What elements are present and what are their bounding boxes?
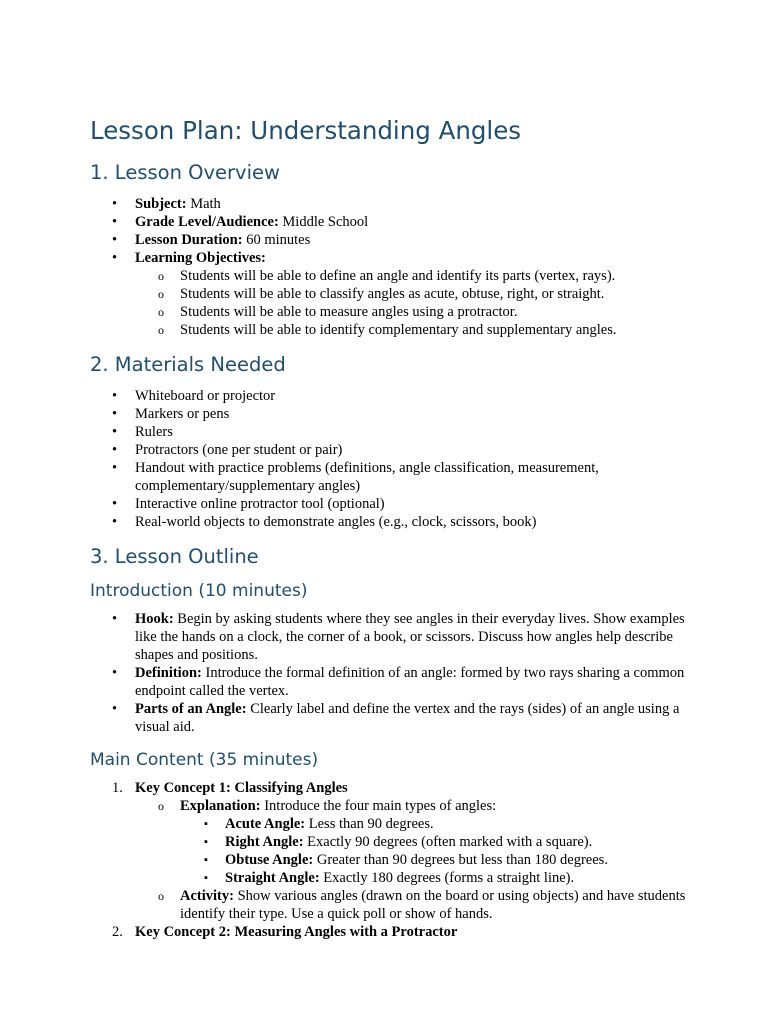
item-text: Begin by asking students where they see angles in their everyday lives. Show examples like the hands on a clock, the corner of a book, or scissors. Discuss how angles help describe shapes and positions. (135, 611, 685, 663)
list-item (90, 923, 690, 941)
list-item (180, 815, 690, 833)
main-content-list (90, 779, 690, 941)
list-item: • Protractors (one per student or pair) (90, 441, 690, 459)
list-item: o Students will be able to classify angles as acute, obtuse, right, or straight. (135, 285, 690, 303)
item-label: Key Concept 1: Classifying Angles (135, 780, 348, 796)
list-item (135, 887, 690, 923)
item-text: Greater than 90 degrees but less than 180 degrees. (313, 852, 608, 868)
item-label: Acute Angle: (225, 816, 306, 832)
list-item (90, 195, 690, 213)
subsection-heading-introduction: Introduction (10 minutes) (90, 581, 308, 601)
item-label: Obtuse Angle: (225, 852, 314, 868)
item-text: Introduce the formal definition of an angle: formed by two rays sharing a common endpoint called the vertex. (135, 665, 685, 699)
angle-types-list (180, 815, 690, 887)
item-label: Straight Angle: (225, 870, 320, 886)
list-item (90, 610, 690, 664)
item-label: Lesson Duration: (135, 232, 243, 248)
list-item: • Markers or pens (90, 405, 690, 423)
item-text: Clearly label and define the vertex and the rays (sides) of an angle using a visual aid. (135, 701, 680, 735)
item-label: Explanation: (180, 798, 261, 814)
item-number: 2. (112, 924, 123, 940)
materials-list (90, 387, 690, 531)
item-label: Parts of an Angle: (135, 701, 247, 717)
list-item (90, 664, 690, 700)
item-label: Right Angle: (225, 834, 304, 850)
list-item: o Students will be able to define an angle and identify its parts (vertex, rays). (135, 267, 690, 285)
section-heading-materials: 2. Materials Needed (90, 353, 286, 376)
item-text: Middle School (278, 214, 369, 230)
item-label: Definition: (135, 665, 202, 681)
list-item: • Rulers (90, 423, 690, 441)
section-heading-overview: 1. Lesson Overview (90, 161, 280, 184)
item-label: Grade Level/Audience: (135, 214, 279, 230)
list-item (180, 851, 690, 869)
item-label: Subject: (135, 196, 187, 212)
list-item: o Students will be able to measure angles using a protractor. (135, 303, 690, 321)
list-item (90, 249, 690, 339)
item-text: Math (186, 196, 221, 212)
item-text: Exactly 180 degrees (forms a straight line). (319, 870, 575, 886)
concept1-sublist (135, 797, 690, 923)
item-text: Less than 90 degrees. (305, 816, 434, 832)
page-title: Lesson Plan: Understanding Angles (90, 116, 522, 145)
list-item (180, 869, 690, 887)
item-text: Show various angles (drawn on the board or using objects) and have students identify their type. Use a quick poll or show of hands. (180, 888, 686, 922)
item-text: Introduce the four main types of angles: (260, 798, 497, 814)
introduction-list (90, 610, 690, 736)
item-text: Exactly 90 degrees (often marked with a square). (303, 834, 593, 850)
list-item (90, 779, 690, 923)
item-text: 60 minutes (242, 232, 311, 248)
item-label: Learning Objectives: (135, 250, 266, 266)
list-item (90, 700, 690, 736)
list-item: • Whiteboard or projector (90, 387, 690, 405)
list-item: • Handout with practice problems (definitions, angle classification, measurement, complementary/supplementary angles) (90, 459, 690, 495)
item-label: Activity: (180, 888, 234, 904)
item-label: Key Concept 2: Measuring Angles with a Protractor (135, 924, 458, 940)
document-content (90, 112, 690, 951)
subsection-heading-main-content: Main Content (35 minutes) (90, 750, 319, 770)
list-item: • Interactive online protractor tool (optional) (90, 495, 690, 513)
list-item (180, 833, 690, 851)
overview-list (90, 195, 690, 339)
item-label: Hook: (135, 611, 174, 627)
item-number: 1. (112, 780, 123, 796)
list-item (90, 213, 690, 231)
section-heading-outline: 3. Lesson Outline (90, 545, 259, 568)
list-item: o Students will be able to identify complementary and supplementary angles. (135, 321, 690, 339)
list-item (135, 797, 690, 887)
objectives-list (135, 267, 690, 339)
list-item: • Real-world objects to demonstrate angles (e.g., clock, scissors, book) (90, 513, 690, 531)
list-item (90, 231, 690, 249)
